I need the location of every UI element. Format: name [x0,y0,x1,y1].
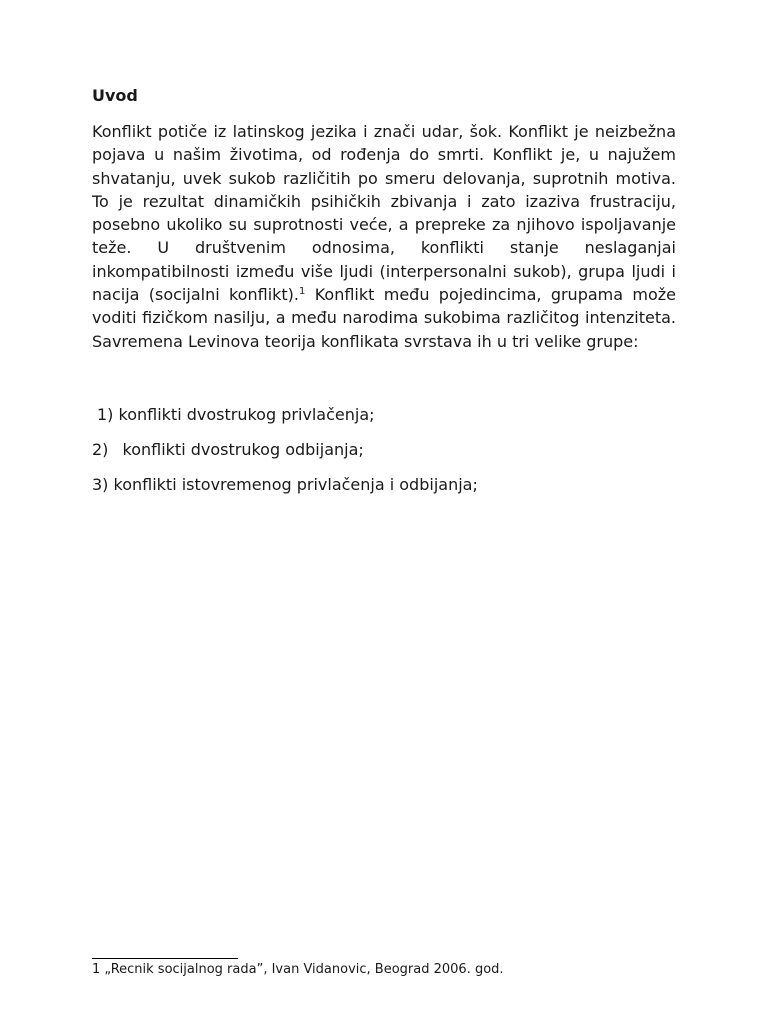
list-item-text: konflikti dvostrukog odbijanja; [122,440,364,459]
list-item-number: 3) [92,475,109,494]
footnote-reference[interactable]: 1 [299,286,306,298]
paragraph-text-part2: Konflikt među pojedincima, grupama može voditi fizičkom nasilju, a među narodima sukobima različitog intenziteta. Savremena Levinova teorija konflikata svrstava ih u tri velike grupe: [92,285,677,351]
list-item-3 [92,475,478,495]
list-item-text: konflikti dvostrukog privlačenja; [118,405,375,424]
list-item-2 [92,440,364,460]
section-heading: Uvod [92,86,138,105]
list-item-text: konflikti istovremenog privlačenja i odbijanja; [113,475,478,494]
footnote-separator [92,958,238,959]
list-item-number: 1) [97,405,114,424]
footnote [92,962,504,978]
list-item-number: 2) [92,440,109,459]
list-item-1 [97,405,375,425]
body-paragraph [92,120,676,353]
paragraph-text-part1: Konflikt potiče iz latinskog jezika i znači udar, šok. Konflikt je neizbežna pojava u našim životima, od rođenja do smrti. Konflikt je, u najužem shvatanju, uvek sukob različitih po smeru delovanja, suprotnih motiva. To je rezultat dinamičkih psihičkih zbivanja i zato izaziva frustraciju, posebno ukoliko su suprotnosti veće, a prepreke za njihovo ispoljavanje teže. U društvenim odnosima, konflikti stanje neslaganjai inkompatibilnosti između više ljudi (interpersonalni sukob), grupa ljudi i nacija (socijalni konflikt). [92,122,676,305]
footnote-text: „Recnik socijalnog rada”, Ivan Vidanovic, Beograd 2006. god. [104,962,504,977]
footnote-number: 1 [92,962,101,977]
